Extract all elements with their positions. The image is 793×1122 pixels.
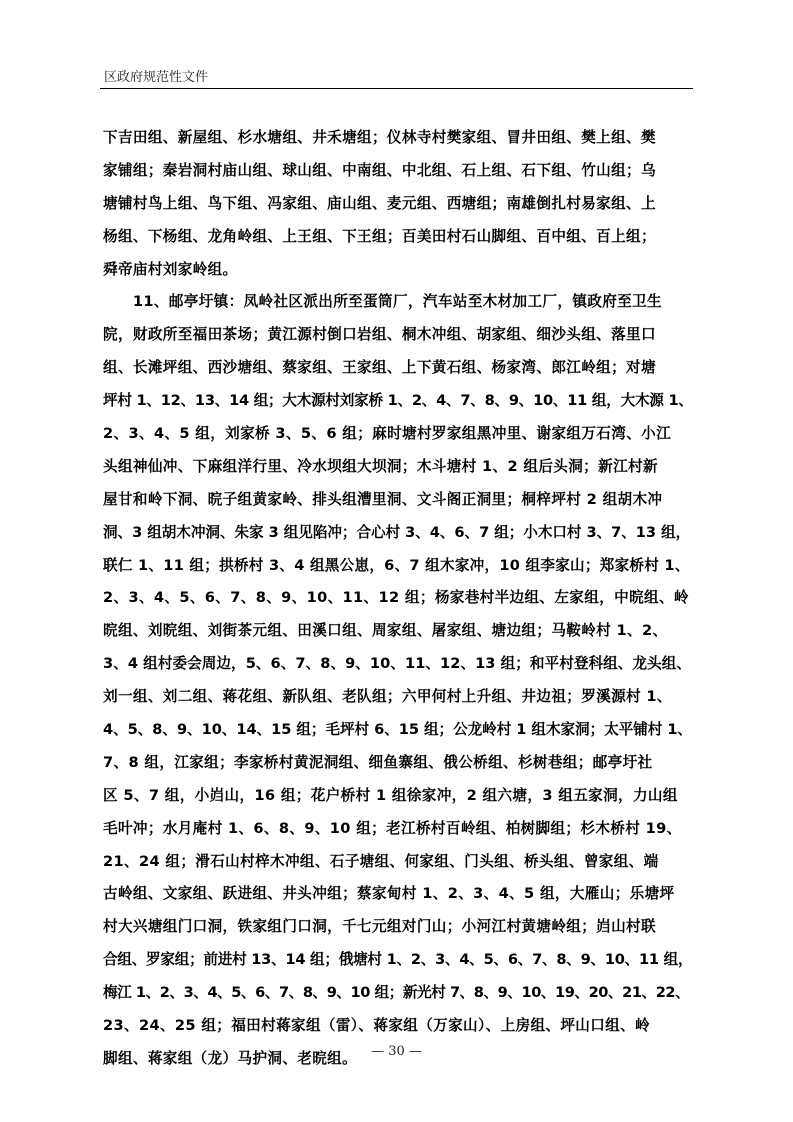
paragraph-line: 毛叶冲；水月庵村 1、6、8、9、10 组；老江桥村百岭组、柏树脚组；杉木桥村 19、: [103, 819, 682, 837]
paragraph-line: 塘铺村鸟上组、鸟下组、冯家组、庙山组、麦元组、西塘组；南雄倒扎村易家组、上: [103, 194, 656, 212]
paragraph-line: 坪村 1、12、13、14 组；大木源村刘家桥 1、2、4、7、8、9、10、11 组，大木源 1、: [103, 392, 693, 410]
paragraph-line: 刘一组、刘二组、蒋花组、新队组、老队组；六甲何村上升组、井边祖；罗溪源村 1、: [103, 688, 672, 706]
paragraph-line: 古岭组、文家组、跃进组、井头冲组；蔡家甸村 1、2、3、4、5 组，大雁山；乐塘坪: [103, 885, 675, 903]
paragraph-line: 杨组、下杨组、龙角岭组、上王组、下王组；百美田村石山脚组、百中组、百上组；: [103, 227, 656, 245]
paragraph-line: 梅江 1、2、3、4、5、6、7、8、9、10 组；新光村 7、8、9、10、19、20、21、22、: [103, 984, 690, 1002]
paragraph-line: 组、长滩坪组、西沙塘组、蔡家组、王家组、上下黄石组、杨家湾、郎江岭组；对塘: [103, 359, 656, 377]
paragraph-line: 家铺组；秦岩洞村庙山组、球山组、中南组、中北组、石上组、石下组、竹山组；乌: [103, 161, 656, 179]
paragraph-line: 头组神仙冲、下麻组洋行里、冷水坝组大坝洞；木斗塘村 1、2 组后头洞；新江村新: [103, 457, 658, 475]
paragraph-line: 2、3、4、5 组，刘家桥 3、5、6 组；麻时塘村罗家组黑冲里、谢家组万石湾、小江: [103, 425, 672, 443]
document-body: [103, 122, 693, 1076]
paragraph-line: 7、8 组，江家组；李家桥村黄泥洞组、细鱼寨组、俄公桥组、杉树巷组；邮亭圩社: [103, 753, 653, 771]
document-header-title: 区政府规范性文件: [104, 70, 209, 85]
header-divider: [100, 88, 693, 89]
page-number: — 30 —: [371, 1044, 422, 1059]
paragraph-line: 11、邮亭圩镇：凤岭社区派出所至蛋筒厂，汽车站至木材加工厂，镇政府至卫生: [103, 293, 662, 311]
paragraph-line: 下吉田组、新屋组、杉水塘组、井禾塘组；仪林寺村樊家组、冒井田组、樊上组、樊: [103, 129, 656, 146]
paragraph-line: 晥组、刘晥组、刘街茶元组、田溪口组、周家组、屠家组、塘边组；马鞍岭村 1、2、: [103, 622, 668, 640]
paragraph-line: 洞、3 组胡木冲洞、朱家 3 组见陷冲；合心村 3、4、6、7 组；小木口村 3、7、13 组，: [103, 523, 691, 541]
paragraph-line: 2、3、4、5、6、7、8、9、10、11、12 组；杨家巷村半边组、左家组，中晥组、岭: [103, 589, 689, 607]
paragraph-line: 21、24 组；滑石山村梓木冲组、石子塘组、何家组、门头组、桥头组、曾家组、端: [103, 852, 659, 870]
paragraph-line: 3、4 组村委会周边，5、6、7、8、9、10、11、12、13 组；和平村登科组、龙头组、: [103, 655, 691, 673]
paragraph-line: 脚组、蒋家组（龙）马护洞、老晥组。: [103, 1049, 358, 1067]
paragraph-line: 舜帝庙村刘家岭组。: [103, 260, 238, 278]
paragraph-line: 村大兴塘组门口洞，铁家组门口洞，千七元组对门山；小河江村黄塘岭组；岿山村联: [103, 918, 656, 936]
paragraph-line: 联仁 1、11 组；拱桥村 3、4 组黑公崽，6、7 组木家冲，10 组李家山；郑家桥村 1、: [103, 556, 690, 574]
paragraph-line: 屋甘和岭下洞、晥子组黄家岭、排头组漕里洞、文斗阁正洞里；桐梓坪村 2 组胡木冲: [103, 490, 663, 508]
paragraph-line: 4、5、8、9、10、14、15 组；毛坪村 6、15 组；公龙岭村 1 组木家洞；太平铺村 1、: [103, 721, 692, 739]
paragraph-line: 合组、罗家组；前进村 13、14 组；俄塘村 1、2、3、4、5、6、7、8、9、10、11 组，: [103, 951, 693, 969]
paragraph-line: 区 5、7 组，小岿山，16 组；花户桥村 1 组徐家冲，2 组六塘，3 组五家洞，力山组: [103, 786, 678, 804]
paragraph-line: 23、24、25 组；福田村蒋家组（雷）、蒋家组（万家山）、上房组、坪山口组、岭: [103, 1017, 651, 1035]
paragraph-line: 院，财政所至福田茶场；黄江源村倒口岩组、桐木冲组、胡家组、细沙头组、落里口: [103, 326, 656, 344]
